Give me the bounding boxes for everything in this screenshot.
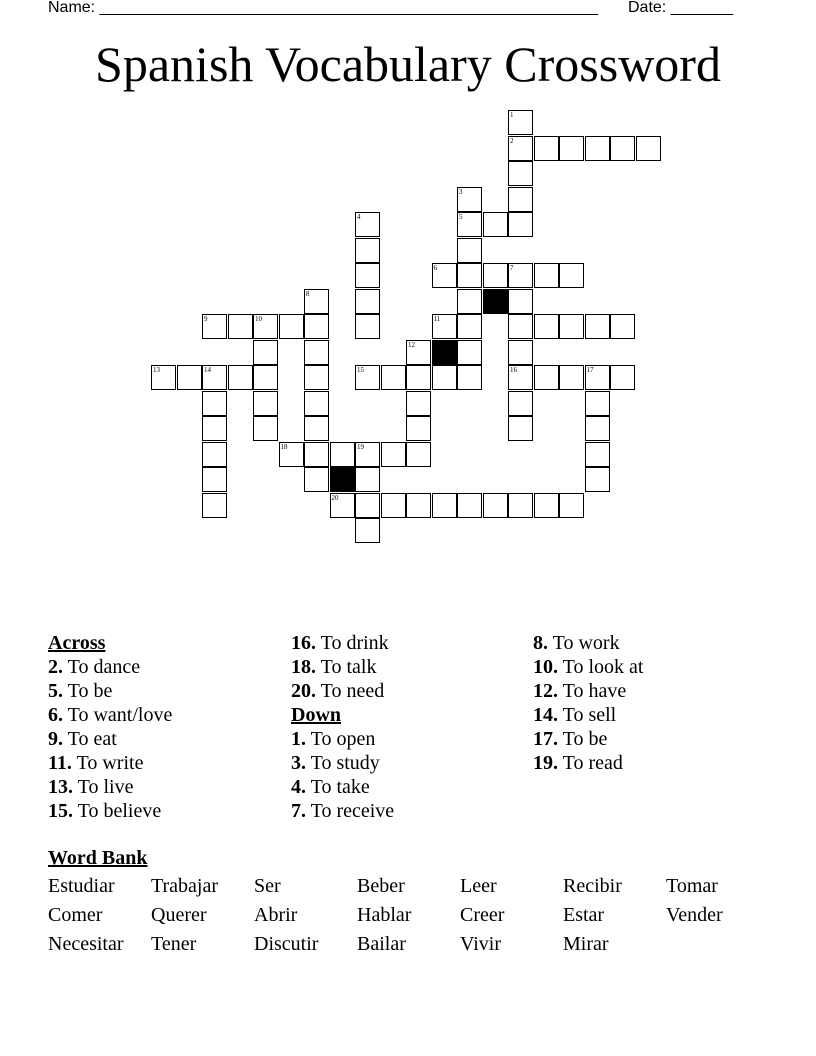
crossword-cell[interactable] — [330, 493, 355, 518]
crossword-cell[interactable] — [508, 110, 533, 135]
clue-number: 1. — [291, 728, 306, 750]
crossword-cell[interactable] — [202, 365, 227, 390]
crossword-cell[interactable] — [253, 391, 278, 416]
crossword-cell[interactable] — [508, 187, 533, 212]
clue-number-label: 18 — [280, 442, 288, 451]
crossword-cell[interactable] — [355, 314, 380, 339]
crossword-cell[interactable] — [304, 391, 329, 416]
clue-item — [48, 679, 288, 703]
crossword-cell[interactable] — [253, 416, 278, 441]
crossword-cell[interactable] — [585, 416, 610, 441]
clue-item — [291, 655, 531, 679]
clue-item — [48, 727, 288, 751]
crossword-cell[interactable] — [330, 442, 355, 467]
clue-item — [533, 751, 773, 775]
crossword-cell[interactable] — [355, 518, 380, 543]
word-bank-item: Necesitar — [48, 933, 124, 955]
clue-text: To believe — [73, 800, 162, 822]
word-bank-item: Tomar — [666, 875, 718, 897]
crossword-cell[interactable] — [253, 365, 278, 390]
word-bank-item: Bailar — [357, 933, 406, 955]
clue-text: To receive — [306, 800, 395, 822]
word-bank-item: Vender — [666, 904, 723, 926]
clue-number: 10. — [533, 656, 558, 678]
word-bank-list — [48, 874, 768, 956]
crossword-cell[interactable] — [559, 365, 584, 390]
crossword-cell[interactable] — [355, 238, 380, 263]
crossword-cell[interactable] — [304, 340, 329, 365]
crossword-cell[interactable] — [253, 314, 278, 339]
clue-number: 2. — [48, 656, 63, 678]
word-bank-item: Trabajar — [151, 875, 219, 897]
clue-number-label: 8 — [306, 289, 310, 298]
crossword-cell[interactable] — [457, 212, 482, 237]
crossword-cell[interactable] — [304, 442, 329, 467]
clue-text: To have — [558, 680, 627, 702]
clue-number-label: 20 — [331, 493, 339, 502]
crossword-cell[interactable] — [457, 238, 482, 263]
crossword-cell[interactable] — [508, 161, 533, 186]
crossword-cell[interactable] — [279, 442, 304, 467]
clue-item — [291, 799, 531, 823]
crossword-cell[interactable] — [432, 263, 457, 288]
clue-number: 20. — [291, 680, 316, 702]
clue-text: To sell — [558, 704, 617, 726]
clue-text: To read — [558, 752, 623, 774]
crossword-cell[interactable] — [559, 136, 584, 161]
clue-item — [533, 703, 773, 727]
crossword-cell[interactable] — [355, 263, 380, 288]
crossword-cell[interactable] — [636, 136, 661, 161]
crossword-cell[interactable] — [508, 289, 533, 314]
clue-text: To be — [63, 680, 113, 702]
clue-item — [533, 631, 773, 655]
clue-number: 5. — [48, 680, 63, 702]
crossword-cell[interactable] — [508, 493, 533, 518]
clue-number: 8. — [533, 632, 548, 654]
clue-item — [48, 775, 288, 799]
crossword-cell[interactable] — [202, 416, 227, 441]
clue-item — [291, 727, 531, 751]
word-bank-item: Hablar — [357, 904, 412, 926]
crossword-cell[interactable] — [406, 391, 431, 416]
clue-number: 7. — [291, 800, 306, 822]
crossword-cell[interactable] — [406, 493, 431, 518]
crossword-cell[interactable] — [508, 365, 533, 390]
word-bank-item: Recibir — [563, 875, 622, 897]
clue-number: 11. — [48, 752, 72, 774]
clue-number: 9. — [48, 728, 63, 750]
crossword-cell[interactable] — [508, 340, 533, 365]
clue-number-label: 12 — [408, 340, 415, 349]
crossword-cell[interactable] — [559, 314, 584, 339]
crossword-cell[interactable] — [304, 416, 329, 441]
clue-number-label: 19 — [357, 442, 364, 451]
clue-number-label: 14 — [204, 366, 211, 374]
crossword-cell[interactable] — [534, 314, 559, 339]
crossword-cell[interactable] — [355, 212, 380, 237]
clue-number-label: 7 — [510, 264, 514, 272]
word-bank-item: Tener — [151, 933, 197, 955]
clue-number: 6. — [48, 704, 63, 726]
crossword-cell[interactable] — [432, 493, 457, 518]
clue-number: 13. — [48, 776, 73, 798]
crossword-cell[interactable] — [355, 467, 380, 492]
crossword-cell[interactable] — [610, 136, 635, 161]
clue-text: To take — [306, 776, 370, 798]
crossword-cell[interactable] — [457, 289, 482, 314]
crossword-cell[interactable] — [177, 365, 202, 390]
crossword-cell[interactable] — [406, 416, 431, 441]
clue-number-label: 10 — [255, 315, 262, 323]
clue-number-label: 6 — [433, 264, 437, 272]
clue-text: To eat — [63, 728, 117, 750]
word-bank-item: Abrir — [254, 904, 298, 926]
crossword-cell[interactable] — [304, 467, 329, 492]
crossword-cell[interactable] — [483, 493, 508, 518]
crossword-cell[interactable] — [610, 314, 635, 339]
down-heading: Down — [291, 704, 342, 726]
word-bank — [48, 846, 768, 956]
crossword-cell[interactable] — [228, 365, 253, 390]
crossword-cell[interactable] — [355, 493, 380, 518]
clue-item — [48, 799, 288, 823]
across-heading: Across — [48, 632, 106, 654]
clue-item — [533, 727, 773, 751]
clue-number-label: 17 — [586, 366, 594, 374]
word-bank-item: Vivir — [460, 933, 502, 955]
clue-text: To be — [558, 728, 608, 750]
crossword-cell[interactable] — [508, 212, 533, 237]
clues-section — [48, 631, 768, 851]
word-bank-heading: Word Bank — [48, 847, 148, 869]
crossword-cell[interactable] — [585, 365, 610, 390]
crossword-cell[interactable] — [253, 340, 278, 365]
crossword-cell[interactable] — [585, 467, 610, 492]
word-bank-item: Mirar — [563, 933, 609, 955]
crossword-cell[interactable] — [585, 314, 610, 339]
crossword-cell[interactable] — [381, 442, 406, 467]
crossword-cell[interactable] — [457, 340, 482, 365]
crossword-cell[interactable] — [406, 340, 431, 365]
clue-text: To work — [548, 632, 620, 654]
date-label: Date: _______ — [628, 0, 733, 16]
clue-number: 15. — [48, 800, 73, 822]
word-bank-item: Leer — [460, 875, 497, 897]
clue-item — [291, 775, 531, 799]
crossword-cell[interactable] — [610, 365, 635, 390]
crossword-cell[interactable] — [457, 314, 482, 339]
crossword-cell[interactable] — [585, 391, 610, 416]
clue-item — [533, 679, 773, 703]
clue-number: 19. — [533, 752, 558, 774]
word-bank-item: Creer — [460, 904, 505, 926]
clue-item — [291, 679, 531, 703]
crossword-cell[interactable] — [534, 365, 559, 390]
clue-item — [533, 655, 773, 679]
clue-number: 4. — [291, 776, 306, 798]
crossword-cell[interactable] — [406, 365, 431, 390]
word-bank-item: Comer — [48, 904, 103, 926]
crossword-cell[interactable] — [457, 187, 482, 212]
clue-item — [48, 703, 288, 727]
crossword-cell[interactable] — [457, 365, 482, 390]
clue-number: 12. — [533, 680, 558, 702]
crossword-cell[interactable] — [483, 263, 508, 288]
crossword-cell[interactable] — [202, 467, 227, 492]
crossword-cell[interactable] — [559, 493, 584, 518]
crossword-cell[interactable] — [355, 365, 380, 390]
blocked-cell — [432, 340, 457, 365]
clue-item — [291, 751, 531, 775]
crossword-cell[interactable] — [406, 442, 431, 467]
clue-text: To want/love — [63, 704, 173, 726]
crossword-cell[interactable] — [304, 365, 329, 390]
crossword-cell[interactable] — [508, 416, 533, 441]
crossword-cell[interactable] — [432, 365, 457, 390]
crossword-cell[interactable] — [483, 212, 508, 237]
clue-text: To study — [306, 752, 380, 774]
crossword-cell[interactable] — [508, 136, 533, 161]
crossword-cell[interactable] — [202, 391, 227, 416]
clue-item — [291, 631, 531, 655]
crossword-cell[interactable] — [228, 314, 253, 339]
clue-number-label: 15 — [357, 366, 364, 374]
blocked-cell — [330, 467, 355, 492]
clue-text: To dance — [63, 656, 141, 678]
crossword-cell[interactable] — [457, 263, 482, 288]
crossword-cell[interactable] — [304, 289, 329, 314]
crossword-cell[interactable] — [457, 493, 482, 518]
clue-number-label: 3 — [459, 187, 463, 196]
clue-number: 3. — [291, 752, 306, 774]
crossword-cell[interactable] — [534, 136, 559, 161]
crossword-cell[interactable] — [355, 442, 380, 467]
crossword-cell[interactable] — [534, 263, 559, 288]
clue-text: To look at — [558, 656, 644, 678]
clue-number-label: 5 — [459, 213, 463, 221]
crossword-cell[interactable] — [381, 365, 406, 390]
crossword-cell[interactable] — [508, 314, 533, 339]
clue-number-label: 11 — [433, 315, 441, 323]
clue-text: To write — [71, 752, 144, 774]
crossword-cell[interactable] — [279, 314, 304, 339]
crossword-cell[interactable] — [585, 442, 610, 467]
clue-column-1 — [48, 631, 288, 823]
blocked-cell — [483, 289, 508, 314]
crossword-cell[interactable] — [355, 289, 380, 314]
crossword-cell[interactable] — [508, 263, 533, 288]
clue-number: 17. — [533, 728, 558, 750]
name-label: Name: ________________________________________________________ — [48, 0, 598, 16]
page-title: Spanish Vocabulary Crossword — [95, 36, 721, 92]
clue-number-label: 16 — [510, 366, 517, 374]
word-bank-item: Ser — [254, 875, 281, 897]
clue-item — [48, 655, 288, 679]
crossword-cell[interactable] — [559, 263, 584, 288]
clue-number: 16. — [291, 632, 316, 654]
clue-item — [48, 751, 288, 775]
clue-number-label: 9 — [204, 315, 208, 323]
crossword-cell[interactable] — [202, 314, 227, 339]
word-bank-item: Beber — [357, 875, 405, 897]
clue-number-label: 2 — [510, 136, 514, 145]
word-bank-item: Estudiar — [48, 875, 115, 897]
crossword-cell[interactable] — [381, 493, 406, 518]
crossword-cell[interactable] — [202, 493, 227, 518]
clue-column-3 — [533, 631, 773, 775]
crossword-cell[interactable] — [304, 314, 329, 339]
clue-number: 18. — [291, 656, 316, 678]
clue-text: To live — [73, 776, 134, 798]
clue-number-label: 1 — [510, 111, 514, 119]
crossword-cell[interactable] — [432, 314, 457, 339]
clue-column-2 — [291, 631, 531, 823]
word-bank-item: Estar — [563, 904, 605, 926]
clue-number-label: 13 — [153, 366, 160, 374]
crossword-cell[interactable] — [585, 136, 610, 161]
crossword-cell[interactable] — [534, 493, 559, 518]
clue-text: To open — [306, 728, 376, 750]
crossword-cell[interactable] — [202, 442, 227, 467]
word-bank-item: Discutir — [254, 933, 319, 955]
word-bank-item: Querer — [151, 904, 207, 926]
clue-text: To need — [316, 680, 385, 702]
crossword-cell[interactable] — [151, 365, 176, 390]
clue-text: To drink — [316, 632, 389, 654]
clue-number: 14. — [533, 704, 558, 726]
clue-number-label: 4 — [357, 213, 361, 221]
crossword-cell[interactable] — [508, 391, 533, 416]
clue-text: To talk — [316, 656, 377, 678]
